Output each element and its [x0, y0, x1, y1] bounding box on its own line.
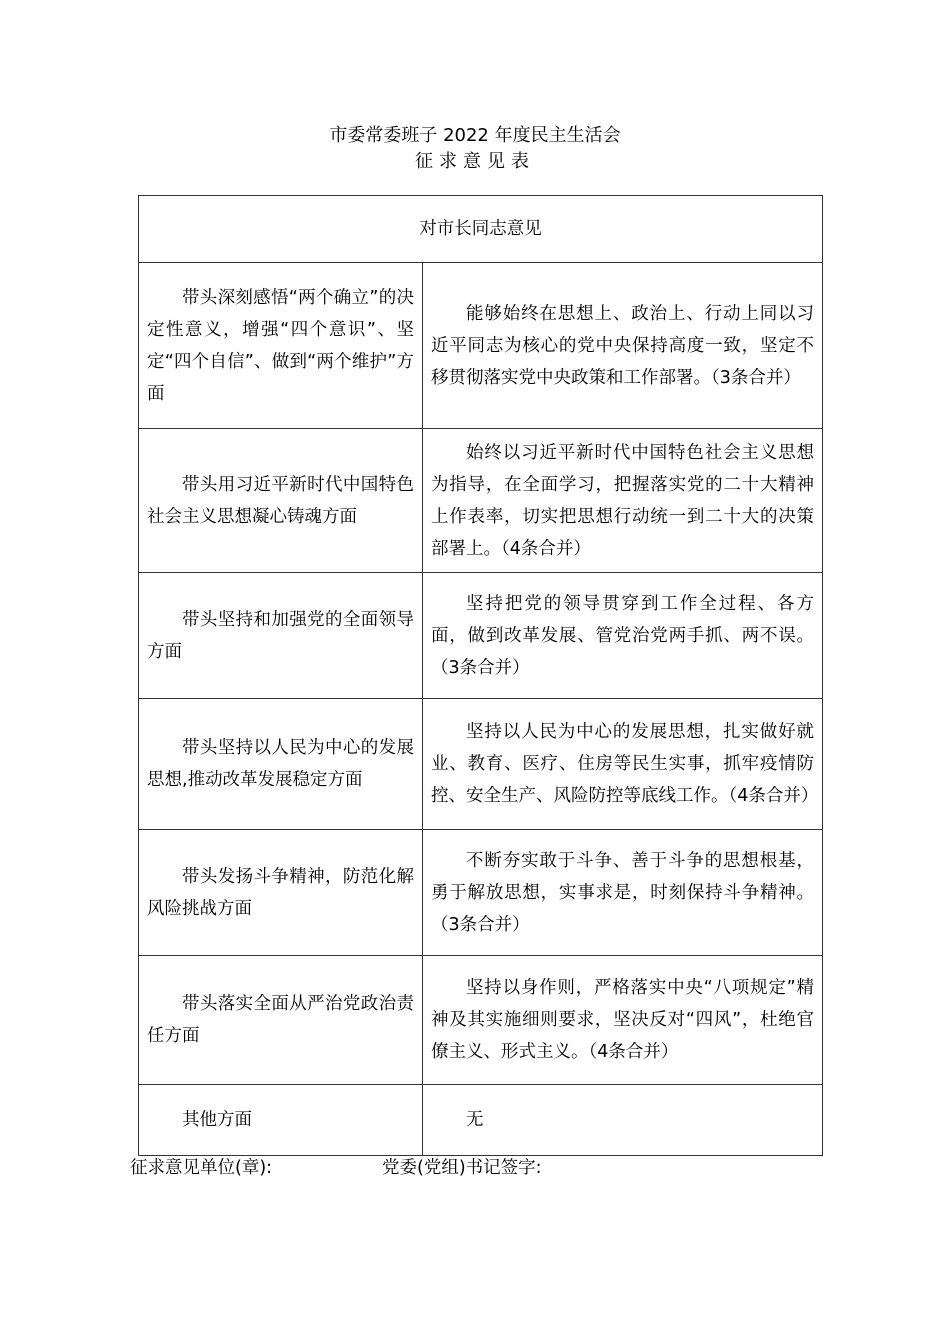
- aspect-cell: 带头坚持和加强党的全面领导方面: [139, 573, 423, 699]
- table-header-row: [139, 196, 823, 263]
- opinion-cell: 坚持把党的领导贯穿到工作全过程、各方面，做到改革发展、管党治党两手抓、两不误。（3条合并）: [423, 573, 823, 699]
- aspect-cell: 带头落实全面从严治党政治责任方面: [139, 956, 423, 1085]
- secretary-signature-label: 党委(党组)书记签字:: [382, 1158, 542, 1178]
- opinion-table: [138, 195, 823, 1156]
- opinion-cell: 能够始终在思想上、政治上、行动上同以习近平同志为核心的党中央保持高度一致，坚定不移贯彻落实党中央政策和工作部署。（3条合并）: [423, 263, 823, 429]
- opinion-cell: 坚持以身作则，严格落实中央“八项规定”精神及其实施细则要求，坚决反对“四风”，杜绝官僚主义、形式主义。（4条合并）: [423, 956, 823, 1085]
- opinion-cell: 始终以习近平新时代中国特色社会主义思想为指导，在全面学习，把握落实党的二十大精神上作表率，切实把思想行动统一到二十大的决策部署上。（4条合并）: [423, 429, 823, 573]
- opinion-cell: 坚持以人民为中心的发展思想，扎实做好就业、教育、医疗、住房等民生实事，抓牢疫情防控、安全生产、风险防控等底线工作。（4条合并）: [423, 699, 823, 830]
- table-row: [139, 830, 823, 956]
- unit-seal-label: 征求意见单位(章):: [130, 1158, 273, 1178]
- page-subtitle: 征求意见表: [415, 151, 535, 172]
- table-row: [139, 263, 823, 429]
- aspect-cell: 带头发扬斗争精神，防范化解风险挑战方面: [139, 830, 423, 956]
- aspect-cell: 其他方面: [139, 1085, 423, 1156]
- table-row: [139, 573, 823, 699]
- table-row: [139, 699, 823, 830]
- aspect-cell: 带头深刻感悟“两个确立”的决定性意义，增强“四个意识”、坚定“四个自信”、做到“两个维护”方面: [139, 263, 423, 429]
- table-header: 对市长同志意见: [139, 196, 823, 263]
- table-row: [139, 429, 823, 573]
- opinion-cell: 不断夯实敢于斗争、善于斗争的思想根基，勇于解放思想，实事求是，时刻保持斗争精神。（3条合并）: [423, 830, 823, 956]
- table-row: [139, 956, 823, 1085]
- table-row: [139, 1085, 823, 1156]
- aspect-cell: 带头用习近平新时代中国特色社会主义思想凝心铸魂方面: [139, 429, 423, 573]
- page-title: 市委常委班子 2022 年度民主生活会: [329, 125, 621, 146]
- opinion-cell: 无: [423, 1085, 823, 1156]
- aspect-cell: 带头坚持以人民为中心的发展思想,推动改革发展稳定方面: [139, 699, 423, 830]
